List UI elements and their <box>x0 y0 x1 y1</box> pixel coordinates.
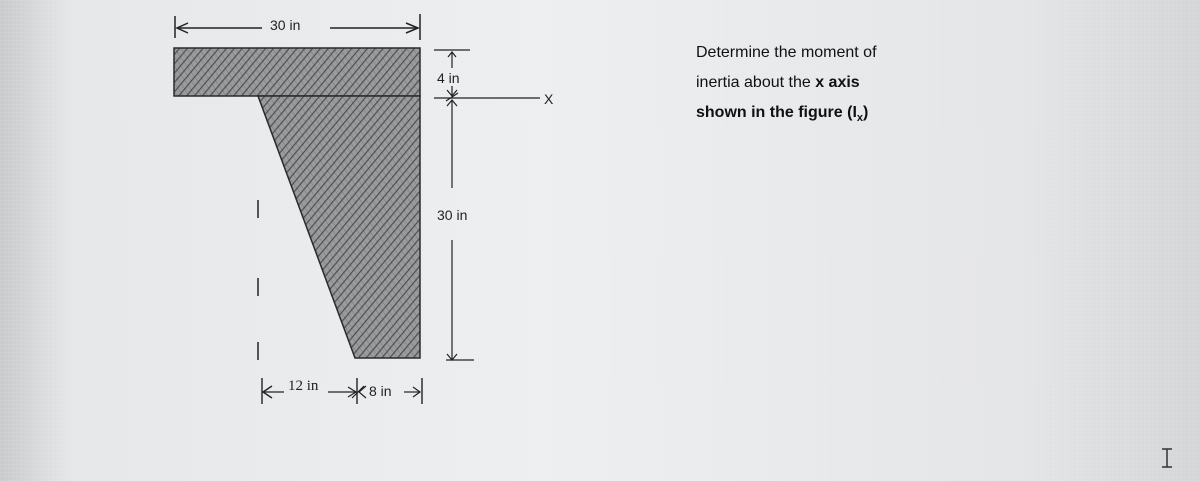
bottom-dimensions <box>262 378 422 404</box>
flange-thickness-label: 4 in <box>437 70 460 86</box>
web-height-label: 30 in <box>437 207 468 223</box>
top-width-label: 30 in <box>270 17 301 33</box>
web-height-dimension <box>446 100 474 360</box>
text-cursor-icon <box>1160 446 1180 472</box>
problem-line-2 <box>696 68 996 98</box>
problem-line-2-text: inertia about the <box>696 74 816 91</box>
problem-subscript: x <box>856 112 864 125</box>
problem-line-3-end: ) <box>863 104 869 121</box>
problem-line-3 <box>696 98 996 133</box>
problem-line-1-text: Determine the moment of <box>696 44 877 61</box>
bottom-offset-label: 12 in <box>288 378 319 394</box>
bottom-width-label: 8 in <box>369 383 392 399</box>
problem-statement <box>696 38 996 133</box>
problem-x-axis-text: x axis <box>815 74 860 91</box>
problem-line-1 <box>696 38 996 68</box>
x-axis-label: X <box>544 91 554 107</box>
problem-line-3-text: shown in the figure (I <box>696 104 857 121</box>
